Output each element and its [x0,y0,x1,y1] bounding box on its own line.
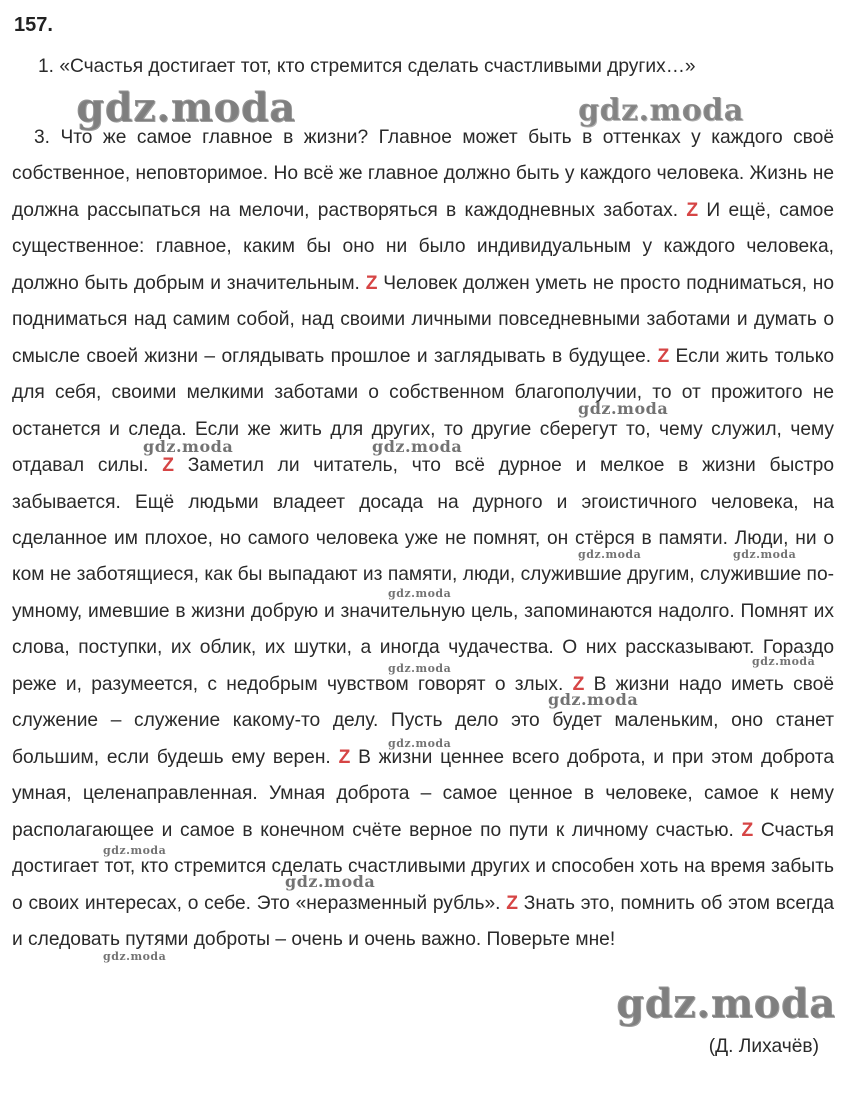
essay-segment: Если жить только для себя, своими мелкими заботами о собственном благополучии, то от прожитого не останется и следа. Если же жить для других, то другие сберегут то, чему служил, чему отдавал силы. [12,345,835,477]
z-marker: Z [338,746,351,768]
watermark: gdz.moda [285,872,376,891]
z-marker: Z [506,892,518,914]
item-3-essay [12,120,834,958]
essay-segment: Знать это, помнить об этом всегда и следовать путями доброты – очень и очень важно. Поверьте мне! [12,892,834,950]
watermark: gdz.moda [578,548,642,561]
essay-segment: 3. Что же самое главное в жизни? Главное может быть в оттенках у каждого своё собственное, неповторимое. Но всё же главное должно быть у каждого человека. Жизнь не должна рассыпаться на мелочи, растворяться в каждодневных заботах. [12,127,834,221]
essay-segment: Счастья достигает тот, кто стремится сделать счастливыми других и способен хоть на время забыть о своих интересах, о себе. Это «неразменный рубль». [12,819,834,914]
watermark: gdz.moda [143,437,234,456]
z-marker: Z [686,199,699,221]
essay-segment: Человек должен уметь не просто подниматься, но подниматься над самим собой, над своими личными повседневными заботами и думать о смысле своей жизни – оглядывать прошлое и заглядывать в будущее. [12,272,834,367]
watermark: gdz.moda [388,662,452,675]
watermark: gdz.moda [578,93,744,128]
watermark: gdz.moda [388,737,452,750]
watermark: gdz.moda [733,548,797,561]
z-marker: Z [657,345,670,367]
item-1-quote: 1. «Счастья достигает тот, кто стремится сделать счастливыми других…» [38,56,696,77]
watermark: gdz.moda [103,844,167,857]
essay-segment: Заметил ли читатель, что всё дурное и мелкое в жизни быстро забывается. Ещё людьми владеет досада на дурного и эгоистичного человека, на сделанное им плохое, но самого человека уже не помнят, он стёрся в памяти. Люди, ни о ком не заботящиеся, как бы выпадают из памяти, люди, служившие другим, служившие по-умному, имевшие в жизни добрую и значительную цель, запоминаются надолго. Помнят их слова, поступки, их облик, их шутки, а иногда чудачества. О них рассказывают. Гораздо реже и, разумеется, с недобрым чувством говорят о злых. [12,455,835,695]
essay-segment: В жизни ценнее всего доброта, и при этом доброта умная, целенаправленная. Умная доброта – самое ценное в человеке, самое к нему располагающее и самое в конечном счёте верное по пути к личному счастью. [12,746,834,841]
watermark: gdz.moda [616,980,836,1027]
z-marker: Z [162,455,174,477]
z-marker: Z [572,673,585,695]
z-marker: Z [365,272,378,294]
watermark: gdz.moda [578,399,669,418]
author-attribution: (Д. Лихачёв) [708,1036,819,1057]
exercise-number: 157. [14,14,53,36]
watermark: gdz.moda [752,655,816,668]
essay-segment: И ещё, самое существенное: главное, каким бы оно ни было индивидуальным у каждого человека, должно быть добрым и значительным. [12,199,834,294]
z-marker: Z [741,819,754,841]
essay-segment: В жизни надо иметь своё служение – служение какому-то делу. Пусть дело это будет маленьким, оно станет большим, если будешь ему верен. [12,673,834,768]
watermark: gdz.moda [548,690,639,709]
watermark: gdz.moda [372,437,463,456]
watermark: gdz.moda [103,950,167,963]
watermark: gdz.moda [76,84,296,131]
watermark: gdz.moda [388,587,452,600]
